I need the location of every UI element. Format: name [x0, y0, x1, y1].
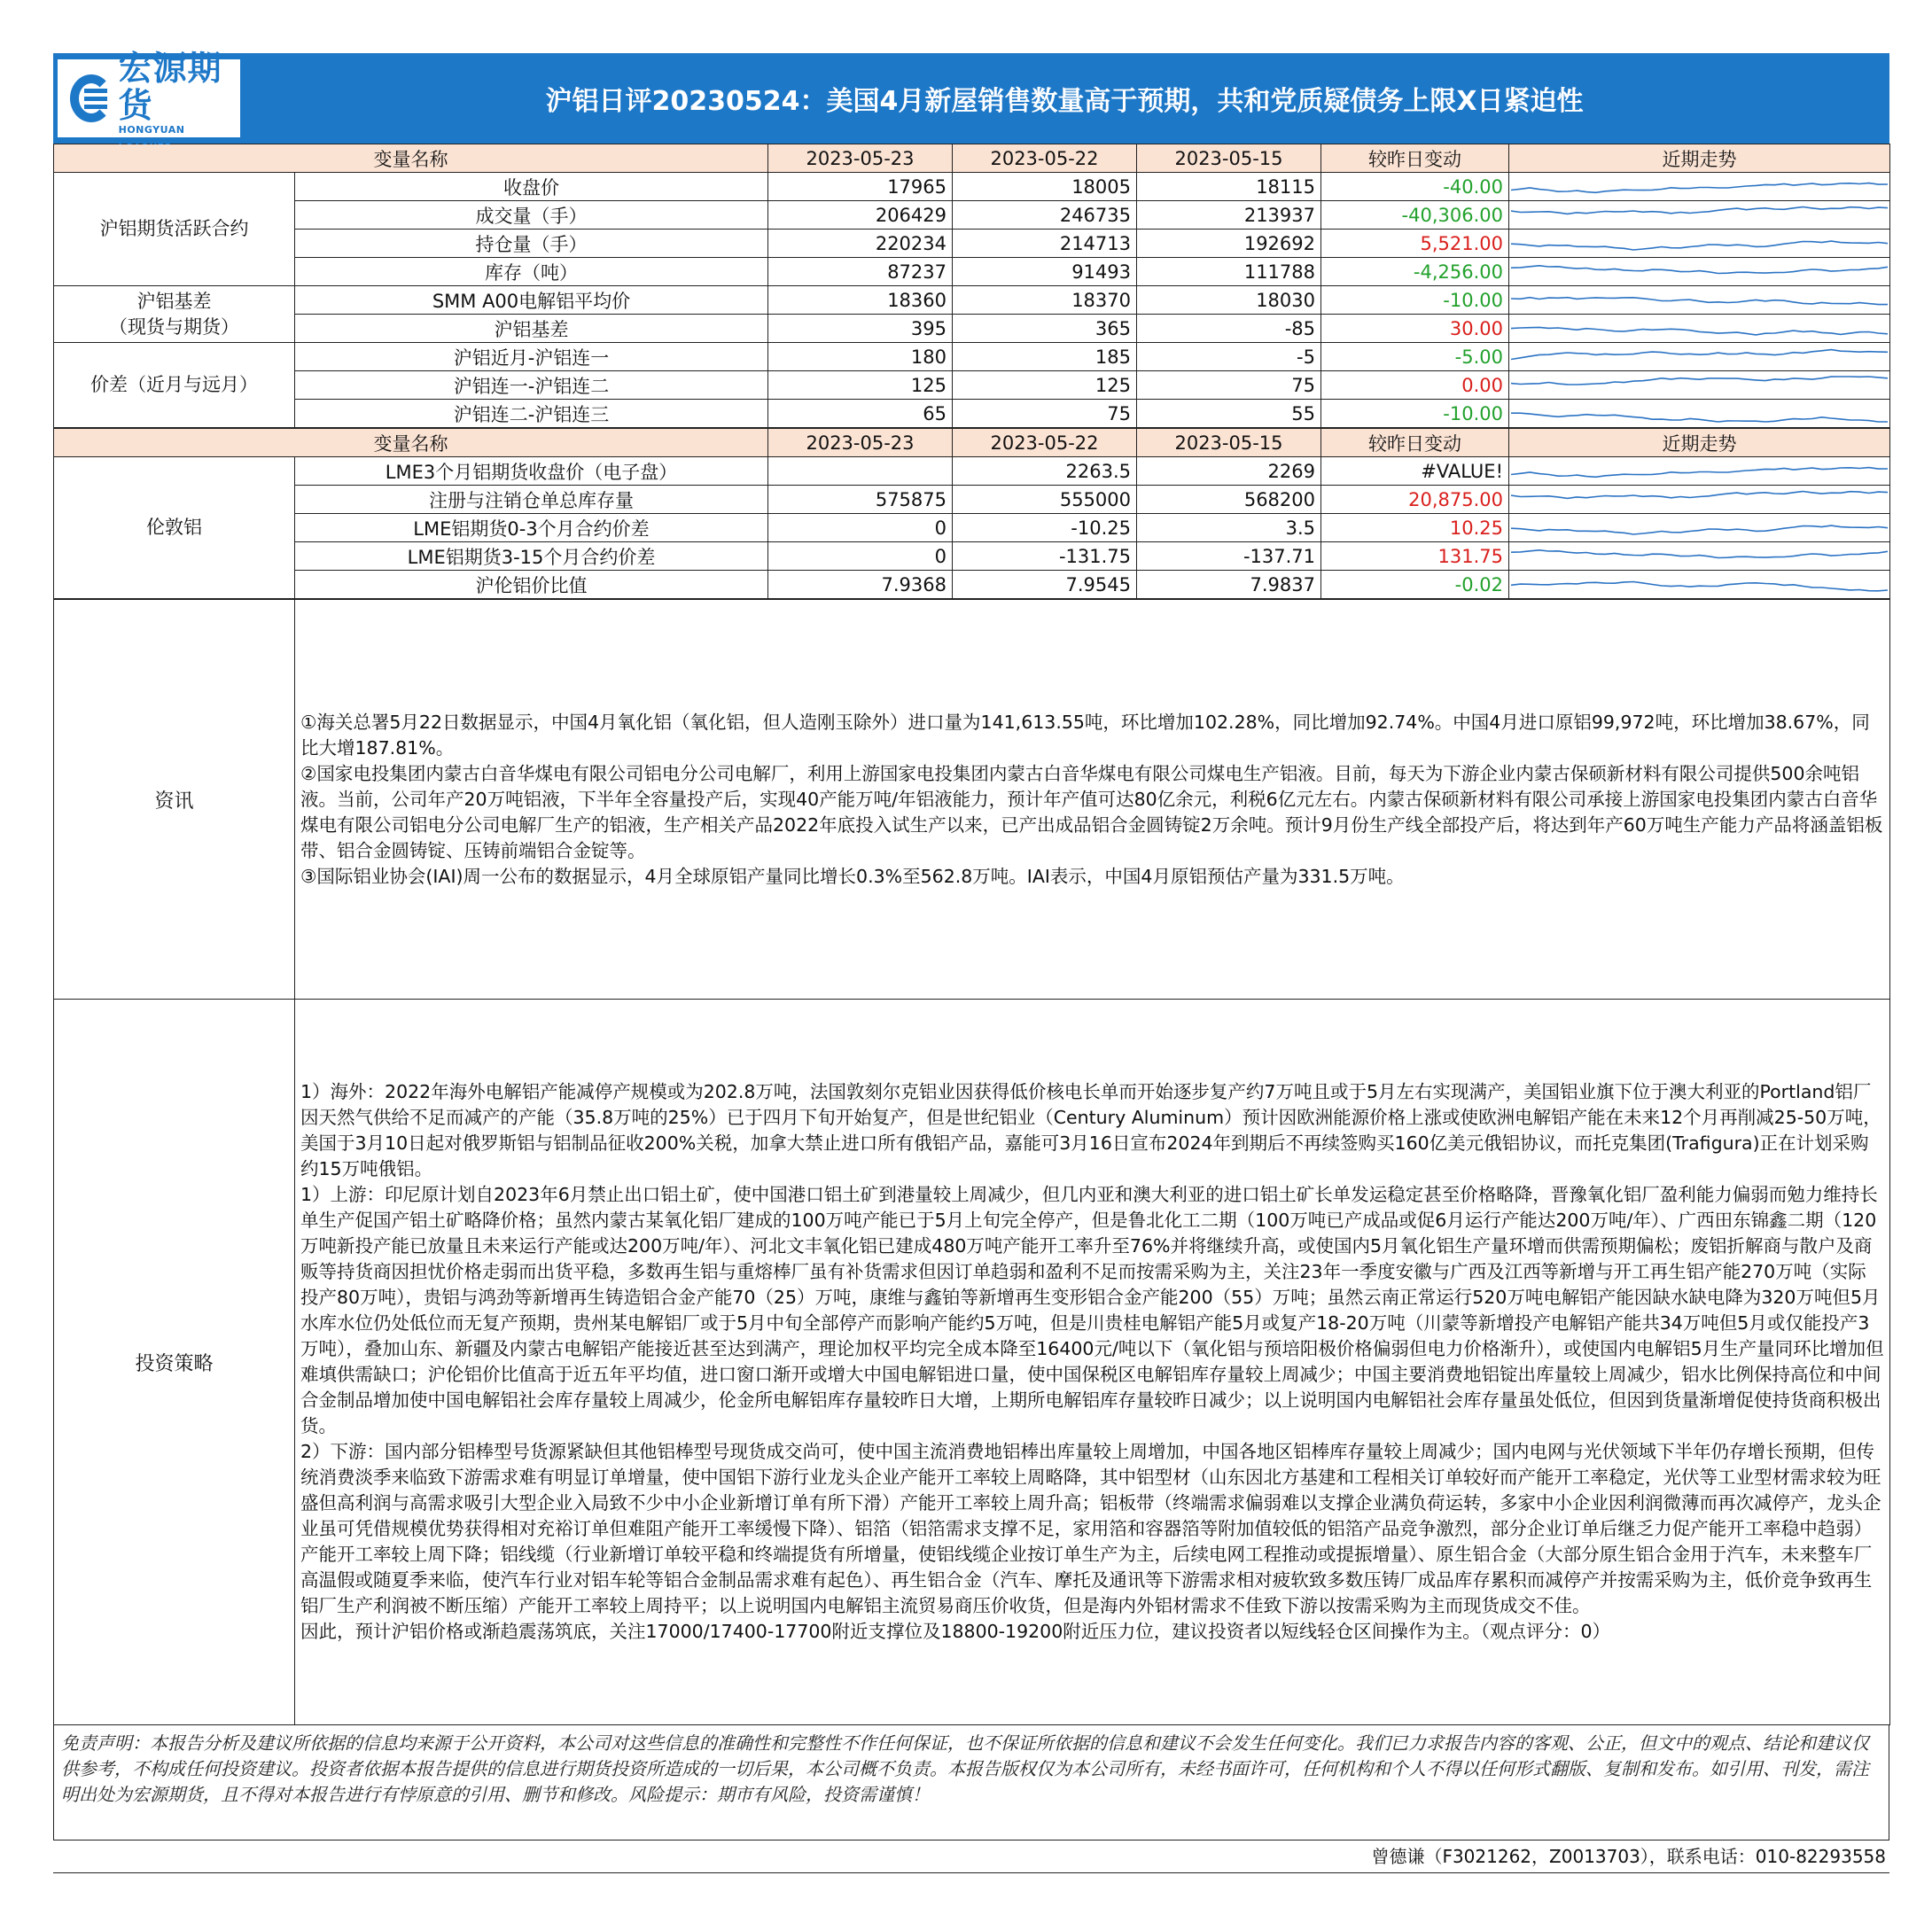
value-cell: 2263.5 [953, 457, 1137, 486]
column-header: 近期走势 [1509, 429, 1890, 457]
column-header: 2023-05-22 [953, 429, 1137, 457]
variable-name: 沪铝近月-沪铝连一 [295, 343, 768, 371]
table-row [54, 400, 1890, 428]
value-cell: -85 [1137, 315, 1321, 343]
sparkline-cell [1509, 457, 1890, 486]
value-cell: 18370 [953, 286, 1137, 315]
column-header: 变量名称 [54, 429, 768, 457]
variable-name: 成交量（手） [295, 201, 768, 230]
news-text: ①海关总署5月22日数据显示，中国4月氧化铝（氧化铝，但人造刚玉除外）进口量为141,613.55吨，环比增加102.28%，同比增加92.74%。中国4月进口原铝99,972吨，环比增加38.67%，同比大增187.81%。 ②国家电投集团内蒙古白音华煤电有限公司铝电分公司电解厂，利用上游国家电投集团内蒙古白音华煤电有限公司煤电生产铝液。目前，每天为下游企业内蒙古保硕新材料有限公司提供500余吨铝液。当前，公司年产20万吨铝液，下半年全容量投产后，实现40产能万吨/年铝液能力，预计年产值可达80亿余元，利税6亿元左右。内蒙古保硕新材料有限公司承接上游国家电投集团内蒙古白音华煤电有限公司铝电分公司电解厂生产的铝液，生产相关产品2022年底投入试生产以来，已产出成品铝合金圆铸锭2万余吨。预计9月份生产线全部投产后，将达到年产60万吨生产能力产品将涵盖铝板带、铝合金圆铸锭、压铸前端铝合金锭等。 ③国际铝业协会(IAI)周一公布的数据显示，4月全球原铝产量同比增长0.3%至562.8万吨。IAI表示，中国4月原铝预估产量为331.5万吨。 [300, 711, 1883, 887]
variable-name: 沪铝连二-沪铝连三 [295, 400, 768, 428]
value-cell: 7.9545 [953, 571, 1137, 599]
sparkline-icon [1511, 288, 1888, 312]
sparkline-cell [1509, 173, 1890, 201]
variable-name: 沪伦铝价比值 [295, 571, 768, 599]
value-cell: -131.75 [953, 542, 1137, 571]
value-cell: 365 [953, 315, 1137, 343]
value-cell: 91493 [953, 258, 1137, 286]
change-cell: -10.00 [1321, 286, 1509, 315]
variable-name: 沪铝基差 [295, 315, 768, 343]
disclaimer: 免责声明：本报告分析及建议所依据的信息均来源于公开资料，本公司对这些信息的准确性和完整性不作任何保证，也不保证所依据的信息和建议不会发生任何变化。我们已力求报告内容的客观、公正，但文中的观点、结论和建议仅供参考，不构成任何投资建议。投资者依据本报告提供的信息进行期货投资所造成的一切后果，本公司概不负责。本报告版权仅为本公司所有，未经书面许可，任何机构和个人不得以任何形式翻版、复制和发布。如引用、刊发，需注明出处为宏源期货，且不得对本报告进行有悖原意的引用、删节和修改。风险提示：期市有风险，投资需谨慎！ [53, 1725, 1889, 1841]
sparkline-trend [1511, 207, 1888, 214]
value-cell: -137.71 [1137, 542, 1321, 571]
value-cell: 65 [768, 400, 953, 428]
sparkline-icon [1511, 373, 1888, 397]
sparkline-icon [1511, 203, 1888, 227]
news-row [54, 600, 1890, 1000]
strategy-cell [295, 1000, 1890, 1725]
value-cell: 75 [953, 400, 1137, 428]
sparkline-cell [1509, 343, 1890, 371]
value-cell: 575875 [768, 486, 953, 514]
sparkline-trend [1511, 327, 1888, 335]
value-cell: 17965 [768, 173, 953, 201]
value-cell: 192692 [1137, 230, 1321, 258]
column-header: 变量名称 [54, 144, 768, 173]
value-cell: -10.25 [953, 514, 1137, 542]
value-cell: 111788 [1137, 258, 1321, 286]
change-cell: 20,875.00 [1321, 486, 1509, 514]
category-cell: 沪铝基差 （现货与期货） [54, 286, 295, 343]
lme-aluminum-table [53, 428, 1890, 599]
variable-name: 注册与注销仓单总库存量 [295, 486, 768, 514]
table-row [54, 173, 1890, 201]
change-cell: -0.02 [1321, 571, 1509, 599]
value-cell: 7.9837 [1137, 571, 1321, 599]
analyst-contact: 曾德谦（F3021262，Z0013703），联系电话：010-82293558 [53, 1841, 1889, 1873]
sparkline-cell [1509, 258, 1890, 286]
sparkline-cell [1509, 400, 1890, 428]
table-row [54, 258, 1890, 286]
sparkline-trend [1511, 183, 1888, 193]
variable-name: LME铝期货3-15个月合约价差 [295, 542, 768, 571]
change-cell: 0.00 [1321, 371, 1509, 400]
sparkline-trend [1511, 266, 1888, 274]
change-cell: -5.00 [1321, 343, 1509, 371]
table-row [54, 286, 1890, 315]
value-cell [768, 457, 953, 486]
sparkline-trend [1511, 413, 1888, 422]
value-cell: 395 [768, 315, 953, 343]
sparkline-icon [1511, 316, 1888, 340]
variable-name: 持仓量（手） [295, 230, 768, 258]
value-cell: 555000 [953, 486, 1137, 514]
column-header: 较昨日变动 [1321, 144, 1509, 173]
value-cell: 18005 [953, 173, 1137, 201]
sparkline-cell [1509, 371, 1890, 400]
value-cell: 246735 [953, 201, 1137, 230]
value-cell: 18030 [1137, 286, 1321, 315]
value-cell: 125 [953, 371, 1137, 400]
sparkline-trend [1511, 377, 1888, 385]
value-cell: 125 [768, 371, 953, 400]
value-cell: 3.5 [1137, 514, 1321, 542]
change-cell: 5,521.00 [1321, 230, 1509, 258]
shfe-aluminum-table [53, 144, 1890, 428]
sparkline-trend [1511, 492, 1888, 499]
change-cell: -40.00 [1321, 173, 1509, 201]
table-row [54, 315, 1890, 343]
value-cell: -5 [1137, 343, 1321, 371]
value-cell: 206429 [768, 201, 953, 230]
sparkline-icon [1511, 459, 1888, 483]
table-row [54, 514, 1890, 542]
table-row [54, 571, 1890, 599]
table-row [54, 343, 1890, 371]
sparkline-icon [1511, 175, 1888, 198]
value-cell: 55 [1137, 400, 1321, 428]
variable-name: LME3个月铝期货收盘价（电子盘） [295, 457, 768, 486]
change-cell: #VALUE! [1321, 457, 1509, 486]
strategy-label: 投资策略 [54, 1000, 295, 1725]
sparkline-trend [1511, 241, 1888, 250]
value-cell: 7.9368 [768, 571, 953, 599]
news-cell [295, 600, 1890, 1000]
table-row [54, 371, 1890, 400]
company-logo [58, 49, 240, 147]
sparkline-trend [1511, 298, 1888, 305]
variable-name: SMM A00电解铝平均价 [295, 286, 768, 315]
news-label: 资讯 [54, 600, 295, 1000]
sparkline-trend [1511, 468, 1888, 478]
sparkline-cell [1509, 514, 1890, 542]
sparkline-cell [1509, 571, 1890, 599]
sparkline-trend [1511, 525, 1888, 534]
category-cell: 伦敦铝 [54, 457, 295, 599]
table-row [54, 486, 1890, 514]
change-cell: -40,306.00 [1321, 201, 1509, 230]
sparkline-icon [1511, 572, 1888, 596]
sparkline-cell [1509, 230, 1890, 258]
column-header: 2023-05-15 [1137, 429, 1321, 457]
sparkline-cell [1509, 315, 1890, 343]
value-cell: 87237 [768, 258, 953, 286]
sparkline-icon [1511, 544, 1888, 568]
variable-name: LME铝期货0-3个月合约价差 [295, 514, 768, 542]
sparkline-cell [1509, 201, 1890, 230]
change-cell: -4,256.00 [1321, 258, 1509, 286]
value-cell: 2269 [1137, 457, 1321, 486]
value-cell: 18115 [1137, 173, 1321, 201]
report-title: 沪铝日评20230524：美国4月新屋销售数量高于预期，共和党质疑债务上限X日紧迫性 [545, 86, 1584, 117]
header-row [54, 429, 1890, 457]
strategy-text: 1）海外：2022年海外电解铝产能减停产规模或为202.8万吨，法国敦刻尔克铝业因获得低价核电长单而开始逐步复产约7万吨且或于5月左右实现满产，美国铝业旗下位于澳大利亚的Portland铝厂因天然气供给不足而减产的产能（35.8万吨的25%）已于四月下旬开始复产，但是世纪铝业（Century Aluminum）预计因欧洲能源价格上涨或使欧洲电解铝产能在未来12个月再削减25-50万吨，美国于3月10日起对俄罗斯铝与铝制品征收200%关税，加拿大禁止进口所有俄铝产品，嘉能可3月16日宣布2024年到期后不再续签购买160亿美元俄铝协议，而托克集团(Trafigura)正在计划采购约15万吨俄铝。 1）上游：印尼原计划自2023年6月禁止出口铝土矿，使中国港口铝土矿到港量较上周减少，但几内亚和澳大利亚的进口铝土矿长单发运稳定甚至价格略降，晋豫氧化铝厂盈利能力偏弱而勉力维持长单生产促国产铝土矿略降价格；虽然内蒙古某氧化铝厂建成的100万吨产能已于5月上旬完全停产，但是鲁北化工二期（100万吨已产成品或促6月运行产能达200万吨/年）、广西田东锦鑫二期（120万吨新投产能已放量且未来运行产能或达200万吨/年）、河北文丰氧化铝已建成480万吨产能开工率升至76%并将继续升高，或使国内5月氧化铝生产量环增而供需预期偏松；废铝折解商与散户及商贩等持货商因担忧价格走弱而出货平稳，多数再生铝与重熔棒厂虽有补货需求但因订单趋弱和盈利不足而按需采购为主，关注23年一季度安徽与广西及江西等新增与开工再生铝产能270万吨（实际投产80万吨），贵铝与鸿劲等新增再生铸造铝合金产能70（25）万吨，康维与鑫铂等新增再生变形铝合金产能200（55）万吨；虽然云南正常运行520万吨电解铝产能因缺水缺电降为320万吨但5月水库水位仍处低位而无复产预期，贵州某电解铝厂或于5月中旬全部停产而影响产能约5万吨，但是川贵桂电解铝产能5月或复产18-20万吨（川蒙等新增投产电解铝产能共34万吨但5月或仅能投产3万吨），叠加山东、新疆及内蒙古电解铝产能接近甚至达到满产，理论加权平均完全成本降至16400元/吨以下（氧化铝与预培阳极价格偏弱但电力价格渐升），或使国内电解铝5月生产量同环比增加但难填供需缺口；沪伦铝价比值高于近五年平均值，进口窗口渐开或增大中国电解铝进口量，使中国保税区电解铝库存量较上周减少；中国主要消费地铝锭出库量较上周减少，铝水比例保持高位和中间合金制品增加使中国电解铝社会库存量较上周减少，伦金所电解铝库存量较昨日大增，上期所电解铝库存量较昨日减少；以上说明国内电解铝社会库存量虽处低位，但因到货量渐增促使持货商积极出货。 2）下游：国内部分铝棒型号货源紧缺但其他铝棒型号现货成交尚可，使中国主流消费地铝棒出库量较上周增加，中国各地区铝棒库存量较上周减少；国内电网与光伏领域下半年仍存增长预期，但传统消费淡季来临致下游需求难有明显订单增量，使中国铝下游行业龙头企业产能开工率较上周略降，其中铝型材（山东因北方基建和工程相关订单较好而产能开工率稳定，光伏等工业型材需求较为旺盛但高利润与高需求吸引大型企业入局致不少中小企业新增订单有所下滑）产能开工率较上周升高；铝板带（终端需求偏弱难以支撑企业满负荷运转，多家中小企业因利润微薄而再次减停产，龙头企业虽可凭借规模优势获得相对充裕订单但难阻产能开工率缓慢下降）、铝箔（铝箔需求支撑不足，家用箔和容器箔等附加值较低的铝箔产品竞争激烈，部分企业订单后继乏力促产能开工率稳中趋弱）产能开工率较上周下降；铝线缆（行业新增订单较平稳和终端提货有所增量，使铝线缆企业按订单生产为主，后续电网工程推动或提振增量）、原生铝合金（大部分原生铝合金用于汽车，未来整车厂高温假或随夏季来临，使汽车行业对铝车轮等铝合金制品需求难有起色）、再生铝合金（汽车、摩托及通讯等下游需求相对疲软致多数压铸厂成品库存累积而减停产并按需采购为主，低价竞争致再生铝厂生产利润被不断压缩）产能开工率较上周持平；以上说明国内电解铝主流贸易商压价收货，但是海内外铝材需求不佳致下游以按需采购为主而现货成交不佳。 因此，预计沪铝价格或渐趋震荡筑底，关注17000/17400-17700附近支撑位及18800-19200附近压力位，建议投资者以短线轻仓区间操作为主。（观点评分：0） [300, 1081, 1884, 1642]
report-header [53, 49, 1889, 147]
sparkline-icon [1511, 401, 1888, 425]
column-header: 2023-05-15 [1137, 144, 1321, 173]
variable-name: 收盘价 [295, 173, 768, 201]
category-cell: 沪铝期货活跃合约 [54, 173, 295, 286]
value-cell: 0 [768, 514, 953, 542]
sparkline-icon [1511, 516, 1888, 540]
sparkline-cell [1509, 286, 1890, 315]
table-row [54, 457, 1890, 486]
sparkline-icon [1511, 260, 1888, 284]
sparkline-icon [1511, 345, 1888, 369]
logo-text-cn: 宏源期货 [118, 49, 222, 125]
strategy-row [54, 1000, 1890, 1725]
value-cell: 568200 [1137, 486, 1321, 514]
sparkline-cell [1509, 486, 1890, 514]
logo-text-en: HONGYUAN FUTURES [118, 124, 185, 147]
change-cell: 10.25 [1321, 514, 1509, 542]
change-cell: 131.75 [1321, 542, 1509, 571]
column-header: 2023-05-22 [953, 144, 1137, 173]
value-cell: 0 [768, 542, 953, 571]
sparkline-trend [1511, 350, 1888, 360]
sparkline-trend [1511, 550, 1888, 558]
value-cell: 213937 [1137, 201, 1321, 230]
value-cell: 214713 [953, 230, 1137, 258]
logo-mark-icon [65, 71, 113, 126]
sparkline-trend [1511, 582, 1888, 591]
header-row [54, 144, 1890, 173]
report [53, 49, 1889, 1873]
column-header: 较昨日变动 [1321, 429, 1509, 457]
table-row [54, 201, 1890, 230]
table-row [54, 542, 1890, 571]
sparkline-icon [1511, 487, 1888, 511]
commentary-table [53, 599, 1890, 1725]
column-header: 2023-05-23 [768, 429, 953, 457]
change-cell: -10.00 [1321, 400, 1509, 428]
table-row [54, 230, 1890, 258]
column-header: 2023-05-23 [768, 144, 953, 173]
variable-name: 库存（吨） [295, 258, 768, 286]
value-cell: 18360 [768, 286, 953, 315]
value-cell: 185 [953, 343, 1137, 371]
value-cell: 180 [768, 343, 953, 371]
sparkline-cell [1509, 542, 1890, 571]
column-header: 近期走势 [1509, 144, 1890, 173]
category-cell: 价差（近月与远月） [54, 343, 295, 428]
value-cell: 75 [1137, 371, 1321, 400]
variable-name: 沪铝连一-沪铝连二 [295, 371, 768, 400]
sparkline-icon [1511, 231, 1888, 255]
value-cell: 220234 [768, 230, 953, 258]
change-cell: 30.00 [1321, 315, 1509, 343]
